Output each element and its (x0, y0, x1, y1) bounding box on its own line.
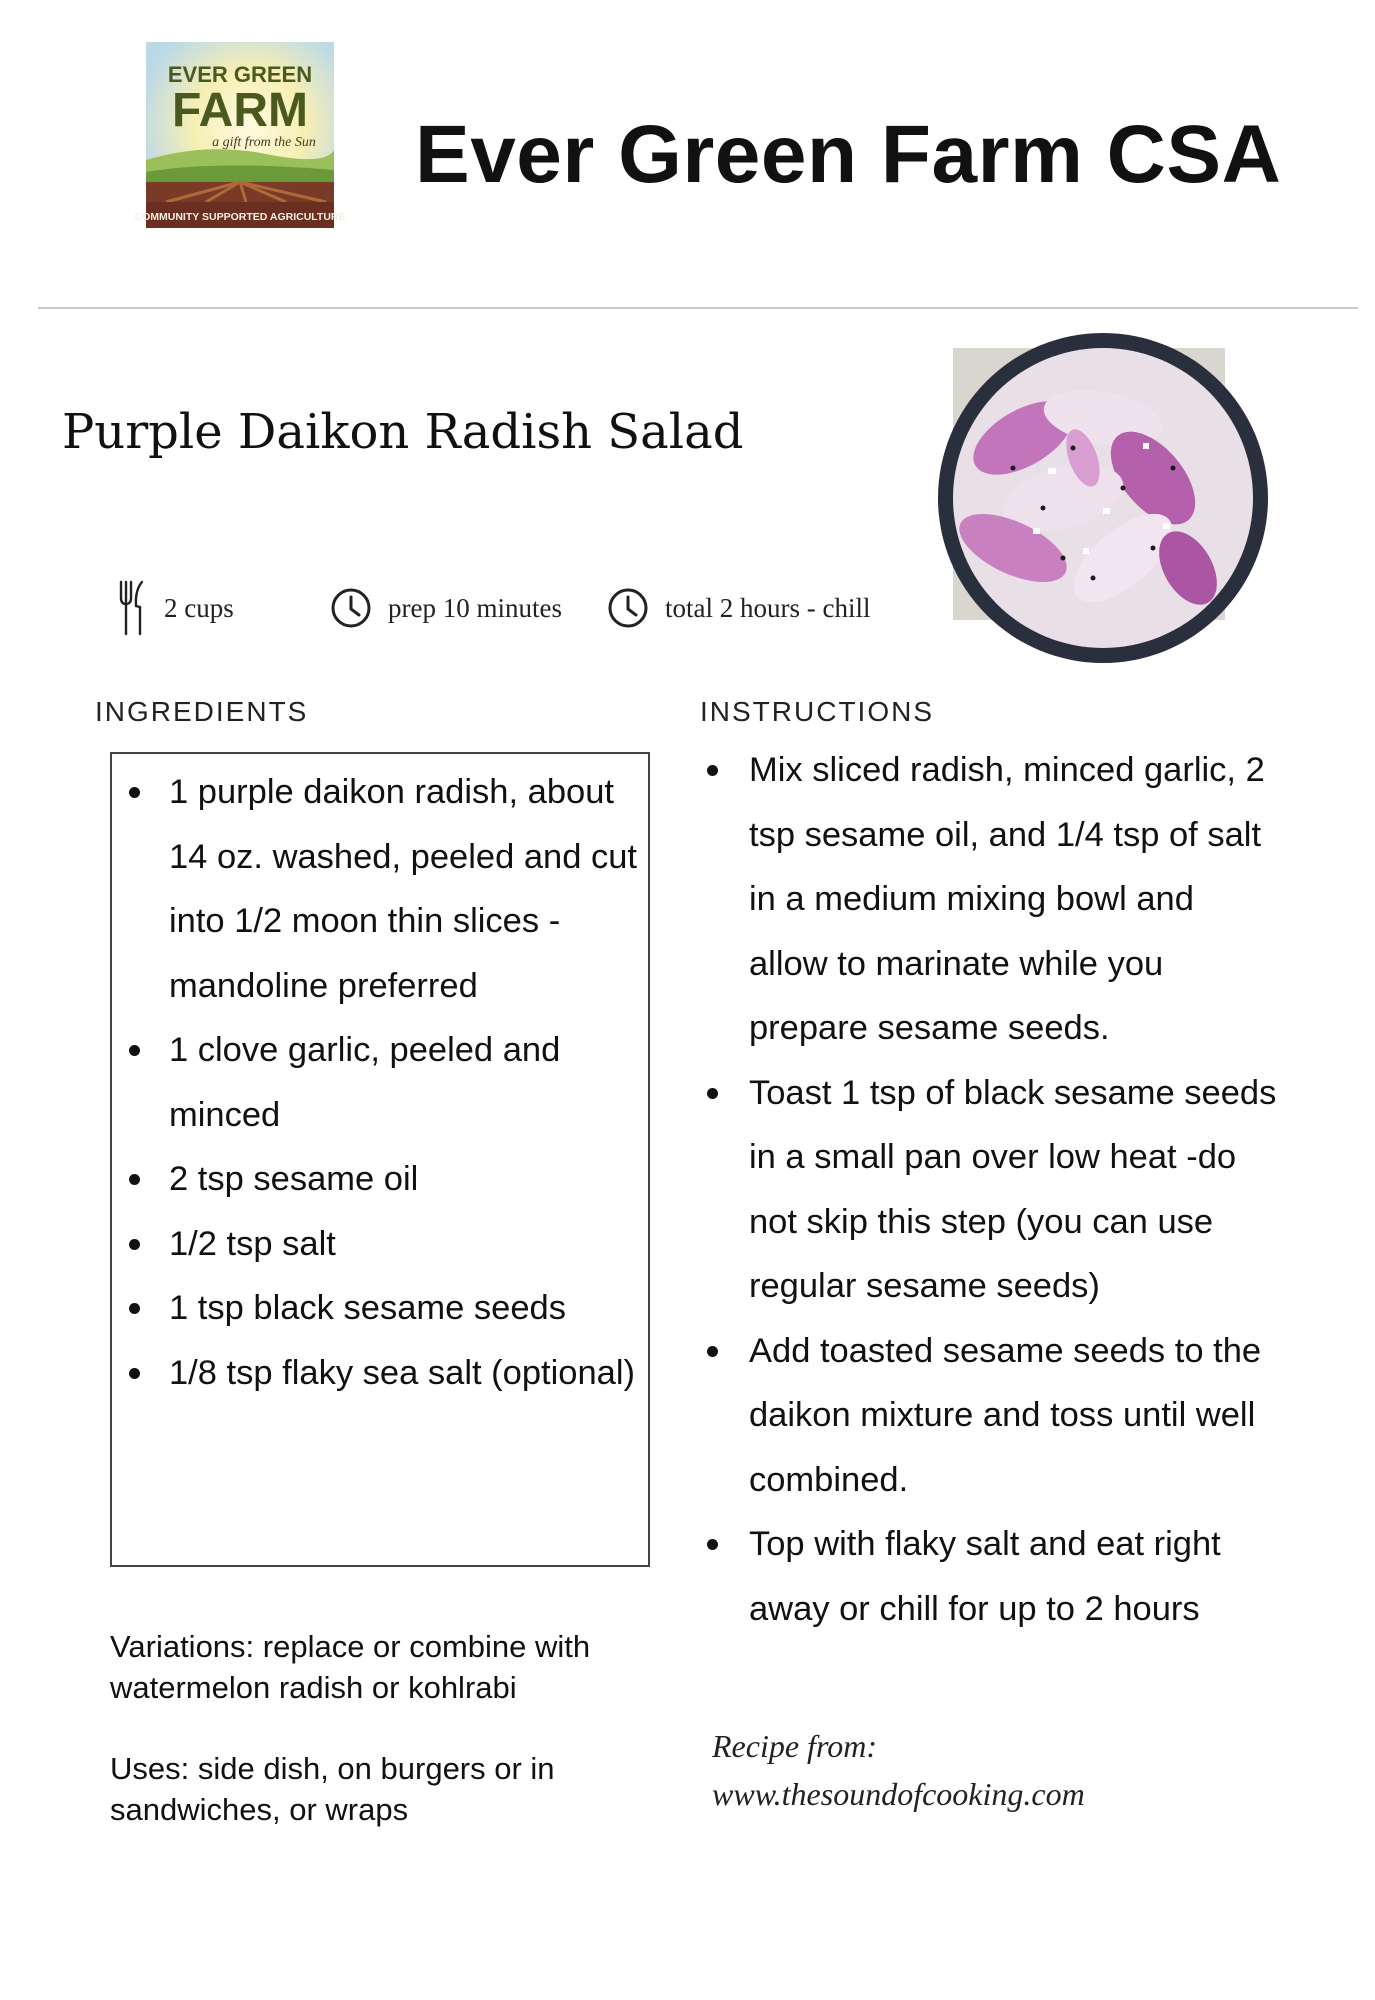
ingredient-item: 1 purple daikon radish, about 14 oz. washed, peeled and cut into 1/2 moon thin slices - mandoline preferred (169, 760, 639, 1018)
logo-tagline: a gift from the Sun (212, 135, 316, 150)
instruction-step: Mix sliced radish, minced garlic, 2 tsp sesame oil, and 1/4 tsp of salt in a medium mixing bowl and allow to marinate while you prepare sesame seeds. (749, 738, 1279, 1061)
servings-text: 2 cups (164, 592, 234, 623)
recipe-credit-link[interactable]: www.thesoundofcooking.com (712, 1776, 1085, 1812)
ingredient-item: 1/8 tsp flaky sea salt (optional) (169, 1341, 639, 1406)
servings-info (118, 583, 234, 633)
ingredients-heading: INGREDIENTS (95, 696, 309, 727)
fork-knife-icon (118, 580, 148, 636)
total-time-text: total 2 hours - chill (665, 592, 871, 623)
instruction-step: Toast 1 tsp of black sesame seeds in a small pan over low heat -do not skip this step (you can use regular sesame seeds) (749, 1061, 1279, 1319)
prep-time-info (330, 583, 562, 633)
instructions-list (749, 738, 1279, 1641)
ingredient-item: 2 tsp sesame oil (169, 1147, 639, 1212)
instructions-heading: INSTRUCTIONS (700, 696, 934, 727)
recipe-credit-label: Recipe from: (712, 1728, 877, 1764)
page-title: Ever Green Farm CSA (415, 109, 1282, 200)
ingredient-item: 1 tsp black sesame seeds (169, 1276, 639, 1341)
logo-line1: EVER GREEN (167, 62, 313, 87)
ingredient-item: 1 clove garlic, peeled and minced (169, 1018, 639, 1147)
header-divider (38, 307, 1358, 309)
total-time-info (607, 583, 870, 633)
ingredients-box (110, 752, 650, 1567)
clock-icon (607, 587, 649, 629)
variations-note: Variations: replace or combine with watermelon radish or kohlrabi (110, 1629, 591, 1705)
clock-icon (330, 587, 372, 629)
logo-line2: FARM (172, 84, 308, 137)
logo-banner: COMMUNITY SUPPORTED AGRICULTURE (134, 211, 346, 223)
farm-logo (134, 42, 346, 228)
uses-note: Uses: side dish, on burgers or in sandwiches, or wraps (110, 1751, 555, 1827)
instruction-step: Add toasted sesame seeds to the daikon mixture and toss until well combined. (749, 1319, 1279, 1513)
ingredients-list (169, 760, 639, 1405)
salad-photo (953, 348, 1225, 620)
ingredient-item: 1/2 tsp salt (169, 1212, 639, 1277)
recipe-title: Purple Daikon Radish Salad (62, 404, 744, 460)
instruction-step: Top with flaky salt and eat right away or chill for up to 2 hours (749, 1512, 1279, 1641)
prep-time-text: prep 10 minutes (388, 592, 562, 623)
